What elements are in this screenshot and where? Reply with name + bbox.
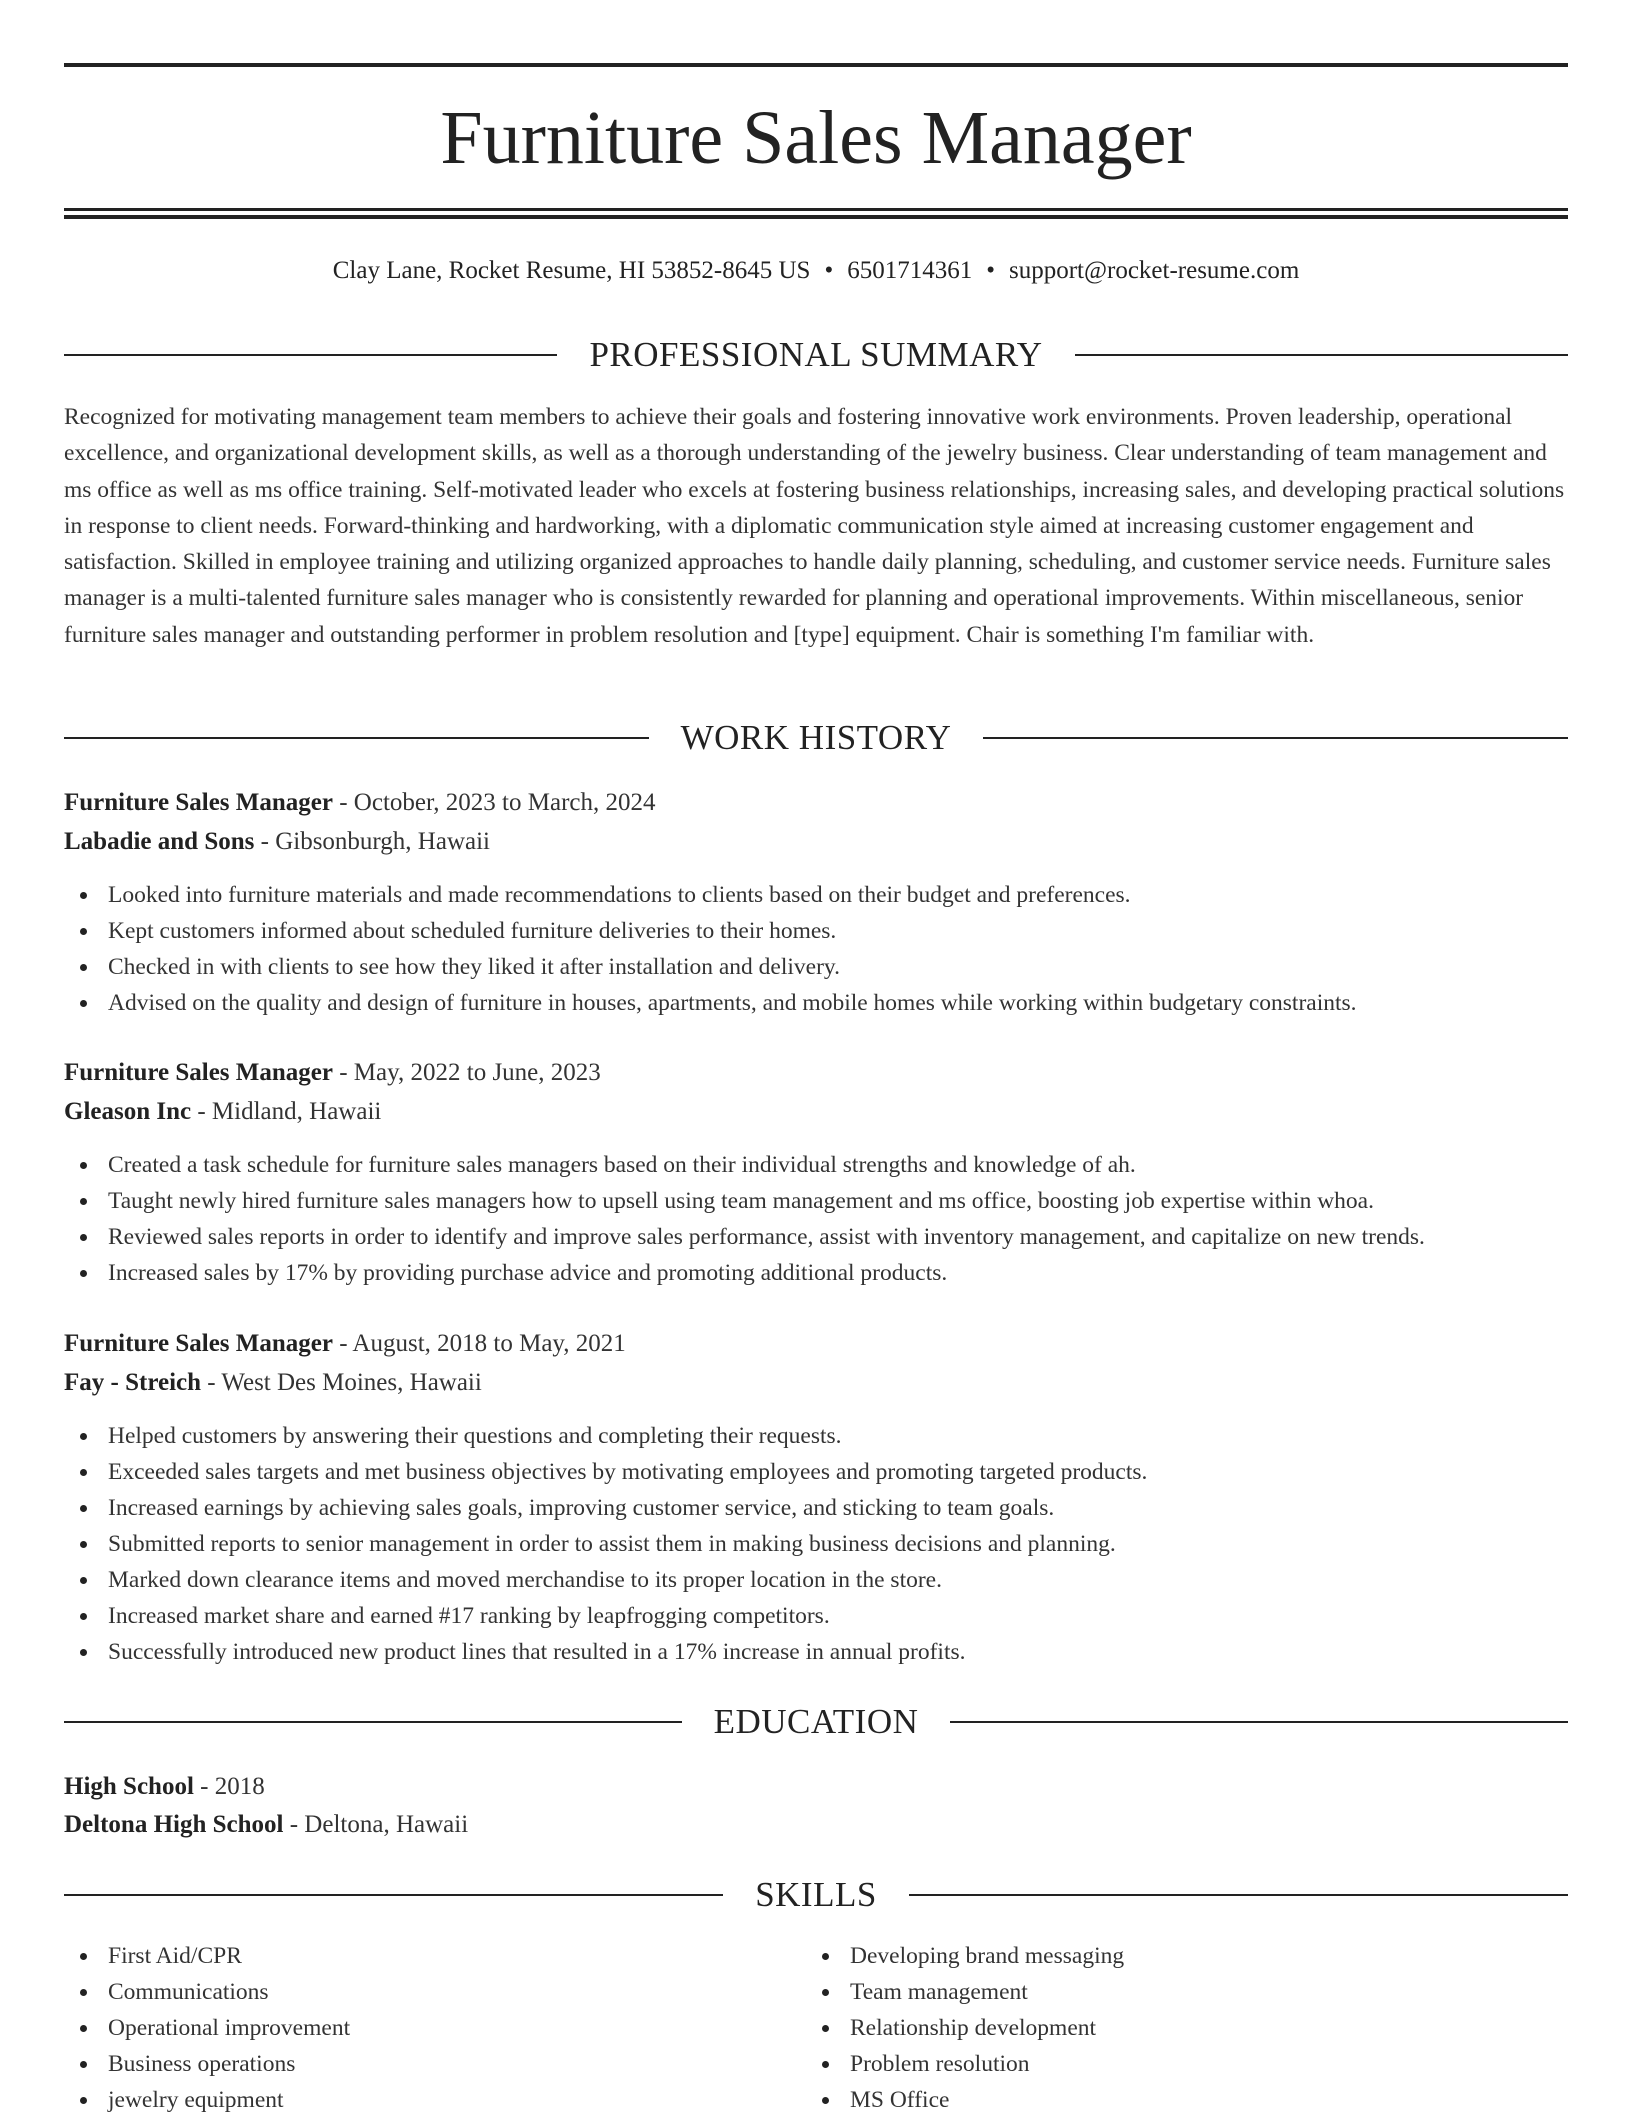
- section-title: WORK HISTORY: [680, 718, 952, 757]
- job-company: Gleason Inc: [64, 1098, 192, 1125]
- job-location: - West Des Moines, Hawaii: [201, 1369, 482, 1396]
- education-year: - 2018: [193, 1773, 265, 1800]
- job-location: - Gibsonburgh, Hawaii: [254, 828, 490, 855]
- job-duties-list: [64, 1147, 1568, 1291]
- list-item: Exceeded sales targets and met business objectives by motivating employees and promoting targeted products.: [64, 1454, 1568, 1490]
- job-company: Labadie and Sons: [64, 828, 255, 855]
- job-title-line: [64, 1056, 1568, 1090]
- header-rule-lower: [64, 215, 1568, 219]
- header-rule-upper: [64, 208, 1568, 211]
- education-degree-line: [64, 1770, 1568, 1804]
- section-heading-summary: [64, 333, 1568, 377]
- job-title: Furniture Sales Manager: [64, 1059, 333, 1086]
- list-item: Increased sales by 17% by providing purchase advice and promoting additional products.: [64, 1255, 1568, 1291]
- job-duties-list: [64, 877, 1568, 1021]
- section-title: PROFESSIONAL SUMMARY: [589, 335, 1043, 374]
- skills-column-left: [64, 1938, 764, 2112]
- job-duties-list: [64, 1418, 1568, 1670]
- heading-rule: [64, 1721, 682, 1723]
- list-item: MS Office: [806, 2082, 1566, 2112]
- list-item: Taught newly hired furniture sales managers how to upsell using team management and ms office, boosting job expertise within whoa.: [64, 1183, 1568, 1219]
- list-item: Reviewed sales reports in order to identify and improve sales performance, assist with inventory management, and capitalize on new trends.: [64, 1219, 1568, 1255]
- skills-column-right: [806, 1938, 1566, 2112]
- education-school: Deltona High School: [64, 1811, 284, 1838]
- job-title: Furniture Sales Manager: [64, 1330, 333, 1357]
- resume-title: Furniture Sales Manager: [440, 96, 1192, 180]
- contact-address: Clay Lane, Rocket Resume, HI 53852-8645 US: [332, 257, 811, 284]
- skills-list: [806, 1938, 1566, 2112]
- heading-rule: [1075, 354, 1568, 356]
- contact-separator: •: [824, 257, 834, 284]
- section-title: SKILLS: [755, 1875, 877, 1914]
- job-title: Furniture Sales Manager: [64, 789, 333, 816]
- list-item: Relationship development: [806, 2010, 1566, 2046]
- job-company-line: [64, 1095, 1568, 1129]
- heading-rule: [983, 737, 1568, 739]
- list-item: Helped customers by answering their questions and completing their requests.: [64, 1418, 1568, 1454]
- contact-email: support@rocket-resume.com: [1008, 257, 1300, 284]
- job-company-line: [64, 825, 1568, 859]
- list-item: Successfully introduced new product lines that resulted in a 17% increase in annual profits.: [64, 1634, 1568, 1670]
- skills-list: [64, 1938, 764, 2112]
- contact-separator: •: [986, 257, 995, 284]
- job-location: - Midland, Hawaii: [191, 1098, 382, 1125]
- section-heading-education: [64, 1700, 1568, 1744]
- education-location: - Deltona, Hawaii: [283, 1811, 469, 1838]
- list-item: First Aid/CPR: [64, 1938, 764, 1974]
- list-item: Kept customers informed about scheduled furniture deliveries to their homes.: [64, 913, 1568, 949]
- job-company: Fay - Streich: [64, 1369, 202, 1396]
- job-dates: - August, 2018 to May, 2021: [332, 1330, 626, 1357]
- section-heading-skills: [64, 1873, 1568, 1917]
- list-item: Team management: [806, 1974, 1566, 2010]
- heading-rule: [909, 1894, 1568, 1896]
- job-title-line: [64, 786, 1568, 820]
- list-item: Created a task schedule for furniture sales managers based on their individual strengths and knowledge of ah.: [64, 1147, 1568, 1183]
- list-item: Increased market share and earned #17 ranking by leapfrogging competitors.: [64, 1598, 1568, 1634]
- list-item: Marked down clearance items and moved merchandise to its proper location in the store.: [64, 1562, 1568, 1598]
- heading-rule: [64, 354, 557, 356]
- job-title-line: [64, 1327, 1568, 1361]
- job-dates: - October, 2023 to March, 2024: [332, 789, 656, 816]
- summary-text: Recognized for motivating management team members to achieve their goals and fostering innovative work environments. Proven leadership, operational excellence, and organizational development skills, as well as a thorough understanding of the jewelry business. Clear understanding of team management and ms office as well as ms office training. Self-motivated leader who excels at fostering business relationships, increasing sales, and developing practical solutions in response to client needs. Forward-thinking and hardworking, with a diplomatic communication style aimed at increasing customer engagement and satisfaction. Skilled in employee training and utilizing organized approaches to handle daily planning, scheduling, and customer service needs. Furniture sales manager is a multi-talented furniture sales manager who is consistently rewarded for planning and operational improvements. Within miscellaneous, senior furniture sales manager and outstanding performer in problem resolution and [type] equipment. Chair is something I'm familiar with.: [64, 404, 1565, 648]
- list-item: Developing brand messaging: [806, 1938, 1566, 1974]
- contact-phone: 6501714361: [847, 257, 973, 284]
- section-heading-work-history: [64, 716, 1568, 760]
- contact-line: [64, 254, 1568, 288]
- list-item: Business operations: [64, 2046, 764, 2082]
- heading-rule: [64, 737, 649, 739]
- job-dates: - May, 2022 to June, 2023: [332, 1059, 601, 1086]
- list-item: Communications: [64, 1974, 764, 2010]
- list-item: Looked into furniture materials and made recommendations to clients based on their budget and preferences.: [64, 877, 1568, 913]
- list-item: Increased earnings by achieving sales goals, improving customer service, and sticking to team goals.: [64, 1490, 1568, 1526]
- list-item: Submitted reports to senior management in order to assist them in making business decisions and planning.: [64, 1526, 1568, 1562]
- list-item: Operational improvement: [64, 2010, 764, 2046]
- list-item: Problem resolution: [806, 2046, 1566, 2082]
- job-company-line: [64, 1366, 1568, 1400]
- list-item: Checked in with clients to see how they liked it after installation and delivery.: [64, 949, 1568, 985]
- education-school-line: [64, 1808, 1568, 1842]
- heading-rule: [950, 1721, 1568, 1723]
- education-degree: High School: [64, 1773, 194, 1800]
- section-title: EDUCATION: [713, 1702, 919, 1741]
- heading-rule: [64, 1894, 723, 1896]
- top-rule: [64, 63, 1568, 67]
- list-item: jewelry equipment: [64, 2082, 764, 2112]
- list-item: Advised on the quality and design of furniture in houses, apartments, and mobile homes while working within budgetary constraints.: [64, 985, 1568, 1021]
